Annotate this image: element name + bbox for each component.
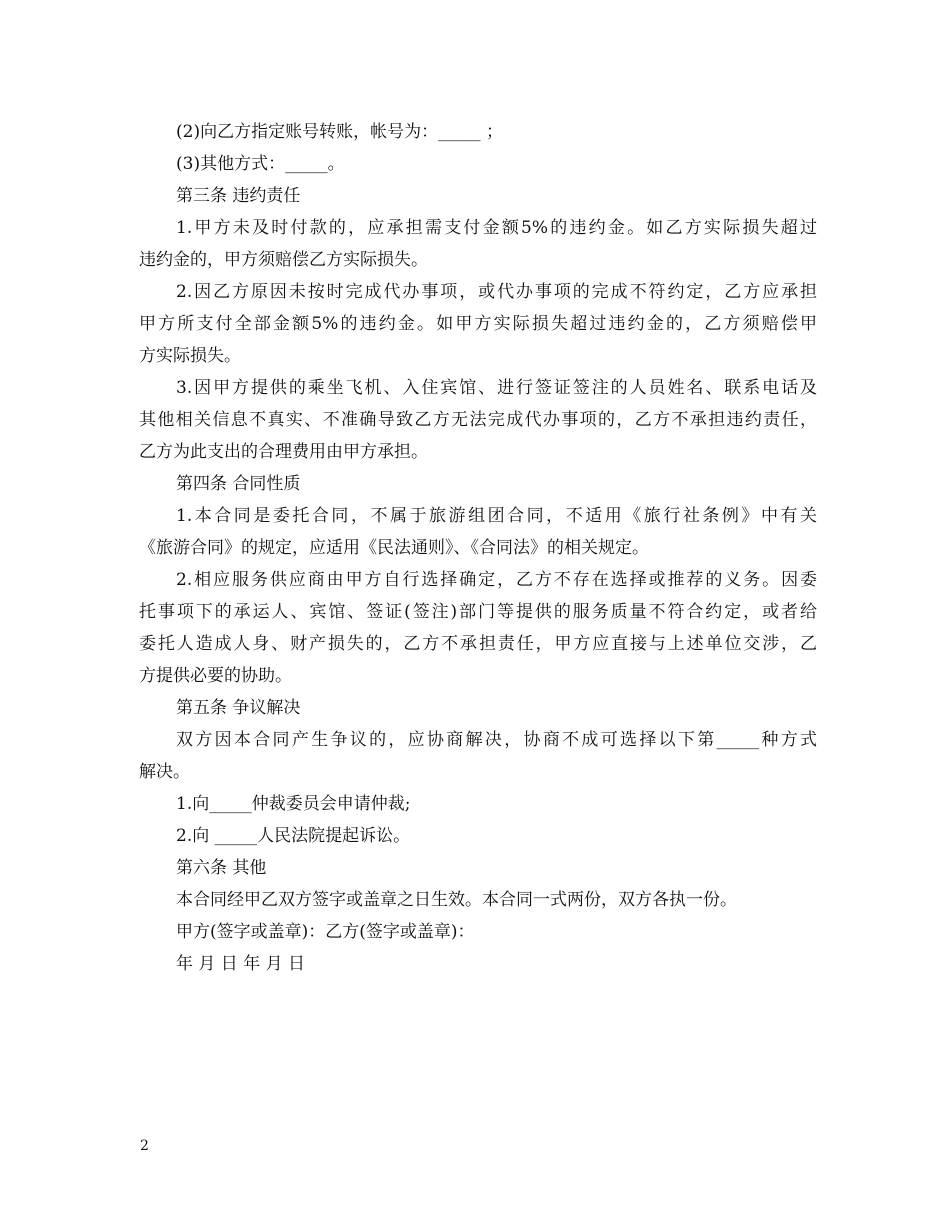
clause-text: 托事项下的承运人、宾馆、签证(签注)部门等提供的服务质量不符合约定，或者给	[139, 602, 817, 622]
payment-method-3: (3)其他方式：_____。	[176, 154, 345, 174]
clause-text: 《旅游合同》的规定，应适用《民法通则》、《合同法》的相关规定。	[139, 538, 649, 558]
section-heading-article-5: 第五条 争议解决	[176, 698, 301, 718]
clause-text: 其他相关信息不真实、不准确导致乙方无法完成代办事项的，乙方不承担违约责任，	[139, 410, 817, 430]
clause-text: 解决。	[139, 762, 190, 782]
clause-text: 1.甲方未及时付款的，应承担需支付金额5%的违约金。如乙方实际损失超过	[176, 218, 817, 238]
clause-text: 2.因乙方原因未按时完成代办事项，或代办事项的完成不符约定，乙方应承担	[176, 282, 817, 302]
date-line: 年 月 日 年 月 日	[176, 954, 306, 974]
clause-text: 方实际损失。	[139, 346, 241, 366]
page-number: 2	[140, 1138, 149, 1154]
clause-text: 2.相应服务供应商由甲方自行选择确定，乙方不存在选择或推荐的义务。因委	[176, 570, 817, 590]
section-heading-article-3: 第三条 违约责任	[176, 186, 301, 206]
clause-text: 双方因本合同产生争议的，应协商解决，协商不成可选择以下第_____种方式	[176, 730, 817, 750]
clause-text: 本合同经甲乙双方签字或盖章之日生效。本合同一式两份，双方各执一份。	[176, 890, 737, 910]
clause-text: 3.因甲方提供的乘坐飞机、入住宾馆、进行签证签注的人员姓名、联系电话及	[176, 378, 817, 398]
signature-line: 甲方(签字或盖章)：乙方(签字或盖章)：	[176, 922, 475, 942]
clause-text: 1.本合同是委托合同，不属于旅游组团合同，不适用《旅行社条例》中有关	[176, 506, 817, 526]
payment-method-2: (2)向乙方指定账号转账，帐号为：_____ ；	[176, 122, 503, 142]
section-heading-article-6: 第六条 其他	[176, 858, 267, 878]
dispute-option-1: 1.向_____仲裁委员会申请仲裁;	[176, 794, 411, 814]
clause-text: 方提供必要的协助。	[139, 666, 292, 686]
dispute-option-2: 2.向 _____人民法院提起诉讼。	[176, 826, 411, 846]
clause-text: 甲方所支付全部金额5%的违约金。如甲方实际损失超过违约金的，乙方须赔偿甲	[139, 314, 817, 334]
clause-text: 违约金的，甲方须赔偿乙方实际损失。	[139, 250, 428, 270]
clause-text: 乙方为此支出的合理费用由甲方承担。	[139, 442, 428, 462]
document-body	[139, 116, 817, 980]
clause-text: 委托人造成人身、财产损失的，乙方不承担责任，甲方应直接与上述单位交涉，乙	[139, 634, 817, 654]
section-heading-article-4: 第四条 合同性质	[176, 474, 301, 494]
